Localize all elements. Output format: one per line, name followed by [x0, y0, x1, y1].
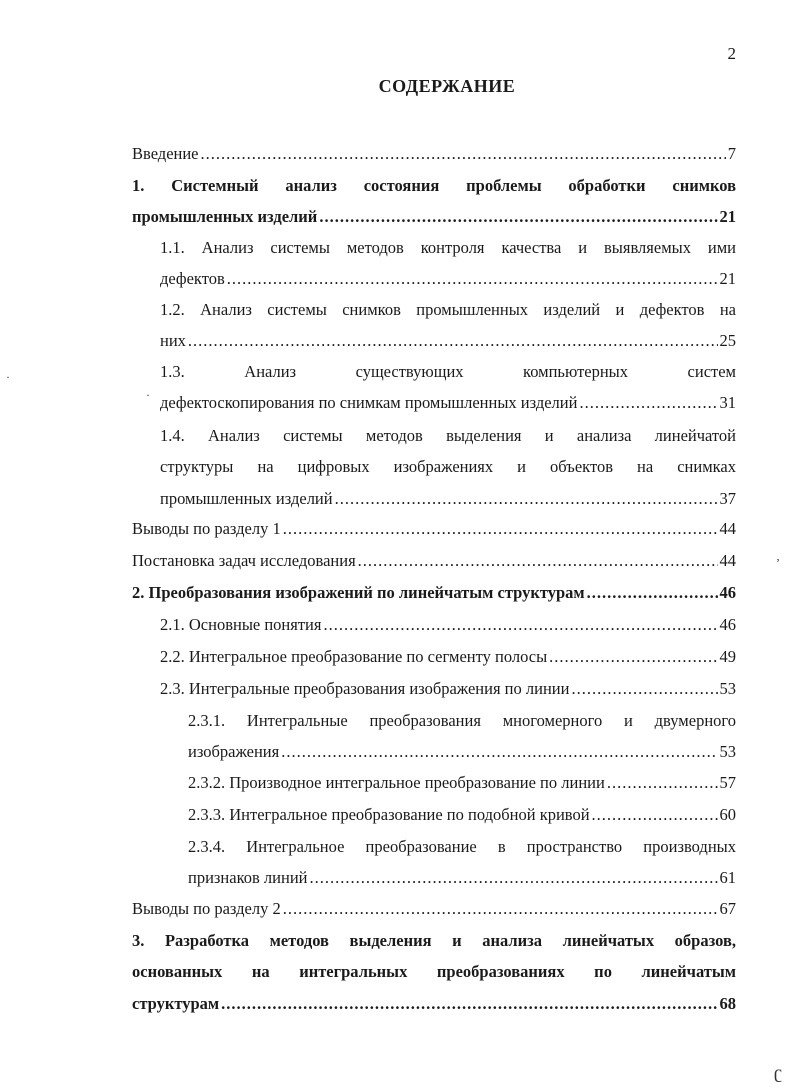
toc-page-number: 25 — [719, 331, 736, 351]
dot-leader — [281, 736, 717, 767]
toc-page-number: 49 — [719, 647, 736, 666]
toc-entry — [132, 545, 736, 576]
toc-entry-title: Выводы по разделу 2 — [132, 899, 281, 918]
toc-entry-title: Выводы по разделу 1 — [132, 519, 281, 538]
toc-entry-leader-line — [132, 577, 736, 608]
toc-entry-title: 2.1. Основные понятия — [160, 615, 322, 634]
toc-entry-line: 2.3.4. Интегральное преобразование в пространство производных — [188, 837, 736, 856]
toc-page-number: 21 — [719, 207, 736, 227]
toc-entry-leader-line — [160, 263, 736, 294]
toc-page-number: 7 — [727, 144, 736, 163]
toc-page-number: 21 — [719, 269, 736, 289]
toc-entry — [188, 705, 736, 768]
toc-entry — [188, 831, 736, 894]
toc-entry — [132, 577, 736, 608]
toc-page-number: 67 — [719, 899, 736, 918]
toc-page-number: 46 — [719, 583, 736, 602]
dot-leader — [319, 201, 717, 232]
scan-mark: ʗ — [774, 1062, 782, 1082]
toc-entry — [160, 356, 736, 419]
toc-entry-leader-line — [132, 893, 736, 924]
toc-entry-title: 2. Преобразования изображений по линейчатым структурам — [132, 583, 585, 602]
toc-page-number: 37 — [719, 488, 736, 508]
toc-entry — [132, 925, 736, 1019]
dot-leader — [309, 862, 717, 893]
toc-entry-line: 1.2. Анализ системы снимков промышленных изделий и дефектов на — [160, 300, 736, 319]
dot-leader — [579, 387, 717, 418]
toc-entry-leader-line — [160, 325, 736, 356]
toc-entry-title: Постановка задач исследования — [132, 551, 356, 570]
toc-entry-leader-line — [132, 545, 736, 576]
toc-page-number: 53 — [719, 679, 736, 698]
toc-entry — [188, 799, 736, 830]
dot-leader — [227, 263, 718, 294]
toc-entry-title: 2.3.2. Производное интегральное преобразование по линии — [188, 773, 605, 792]
toc-page-number: 44 — [719, 519, 736, 538]
toc-entry — [160, 232, 736, 295]
toc-entry-leader-line — [160, 387, 736, 418]
dot-leader — [592, 799, 718, 830]
toc-entry-line: 1. Системный анализ состояния проблемы обработки снимков — [132, 176, 736, 195]
scan-speck: · — [146, 388, 150, 402]
toc-entry-leader-line — [188, 736, 736, 767]
toc-entry-title: 2.2. Интегральное преобразование по сегменту полосы — [160, 647, 548, 666]
dot-leader — [188, 325, 718, 356]
toc-page-number: 61 — [719, 868, 736, 888]
toc-entry-line: 1.1. Анализ системы методов контроля качества и выявляемых ими — [160, 238, 736, 257]
toc-page-number: 57 — [719, 773, 736, 792]
dot-leader — [549, 641, 717, 672]
toc-entry — [132, 893, 736, 924]
toc-entry-line: 1.3. Анализ существующих компьютерных систем — [160, 362, 736, 381]
toc-entry-leader-line — [160, 609, 736, 640]
toc-entry — [160, 641, 736, 672]
toc-entry — [132, 170, 736, 233]
dot-leader — [201, 138, 726, 169]
toc-entry — [160, 294, 736, 357]
toc-entry-leader-line — [188, 799, 736, 830]
toc-entry-leader-line — [132, 201, 736, 232]
toc-entry — [132, 138, 736, 169]
dot-leader — [571, 673, 717, 704]
page-number: 2 — [727, 44, 736, 63]
dot-leader — [587, 577, 718, 608]
toc-entry — [132, 513, 736, 544]
scan-speck: ʼ — [776, 556, 780, 570]
toc-entry-title: промышленных изделий — [132, 207, 318, 227]
toc-entry — [160, 420, 736, 514]
toc-entry — [188, 767, 736, 798]
toc-entry-leader-line — [132, 988, 736, 1019]
page-title: СОДЕРЖАНИЕ — [378, 76, 516, 96]
toc-entry-line: 2.3.1. Интегральные преобразования многомерного и двумерного — [188, 711, 736, 730]
toc-page-number: 68 — [719, 993, 736, 1013]
dot-leader — [358, 545, 718, 576]
scan-speck: · — [6, 370, 10, 384]
toc-entry-leader-line — [132, 138, 736, 169]
toc-entry-title: 2.3.3. Интегральное преобразование по подобной кривой — [188, 805, 590, 824]
toc-entry-leader-line — [132, 513, 736, 544]
toc-entry-line: 1.4. Анализ системы методов выделения и анализа линейчатой — [160, 426, 736, 445]
toc-entry-line: 3. Разработка методов выделения и анализа линейчатых образов, — [132, 931, 736, 950]
dot-leader — [335, 483, 718, 514]
toc-entry-leader-line — [188, 862, 736, 893]
toc-entry — [160, 609, 736, 640]
toc-entry-leader-line — [160, 673, 736, 704]
toc-entry-title: промышленных изделий — [160, 488, 333, 508]
toc-page-number: 46 — [719, 615, 736, 634]
toc-entry-title: дефектов — [160, 269, 225, 289]
toc-entry-leader-line — [188, 767, 736, 798]
toc-entry-leader-line — [160, 641, 736, 672]
dot-leader — [323, 609, 717, 640]
toc-entry — [160, 673, 736, 704]
toc-page-number: 53 — [719, 742, 736, 762]
dot-leader — [221, 988, 717, 1019]
dot-leader — [283, 893, 718, 924]
toc-entry-title: 2.3. Интегральные преобразования изображения по линии — [160, 679, 570, 698]
toc-entry-title: дефектоскопирования по снимкам промышленных изделий — [160, 393, 578, 413]
toc-entry-line: структуры на цифровых изображениях и объектов на снимках — [160, 457, 736, 477]
dot-leader — [283, 513, 718, 544]
toc-entry-title: них — [160, 331, 186, 351]
toc-page-number: 44 — [719, 551, 736, 570]
toc-entry-title: структурам — [132, 993, 220, 1013]
toc-entry-title: изображения — [188, 742, 280, 762]
toc-page-number: 31 — [719, 393, 736, 413]
toc-entry-title: Введение — [132, 144, 199, 163]
toc-entry-line: основанных на интегральных преобразованиях по линейчатым — [132, 962, 736, 982]
toc-entry-leader-line — [160, 483, 736, 514]
toc-entry-title: признаков линий — [188, 868, 308, 888]
dot-leader — [607, 767, 718, 798]
toc-page-number: 60 — [719, 805, 736, 824]
